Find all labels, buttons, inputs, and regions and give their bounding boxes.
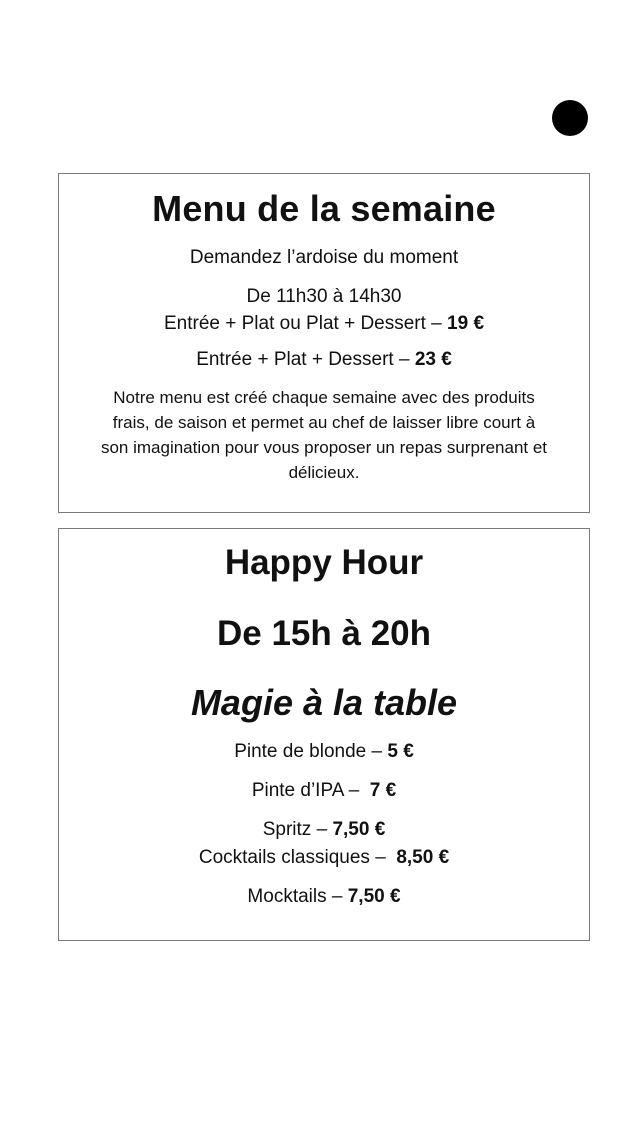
drink-label: Pinte d’IPA – [251,780,370,801]
drink-price: 7,50 € [332,819,386,840]
drink-item [59,847,589,869]
formula-label: Entrée + Plat + Dessert – [196,349,415,370]
formula-price: 19 € [447,313,485,334]
drink-item [59,819,589,841]
weekly-menu-subtitle: Demandez l’ardoise du moment [189,247,459,268]
drink-price: 7 € [369,780,397,801]
weekly-menu-hours: De 11h30 à 14h30 [246,286,402,307]
drink-label: Pinte de blonde – [234,741,388,762]
formula-entree-plat-dessert [59,349,589,371]
drink-price: 8,50 € [396,847,450,868]
happy-hour-card [58,528,590,941]
formula-price: 23 € [414,349,452,370]
drink-label: Cocktails classiques – [198,847,397,868]
magic-at-table: Magie à la table [190,682,458,723]
drink-item [59,886,589,908]
happy-hour-title: Happy Hour [224,543,424,582]
formula-label: Entrée + Plat ou Plat + Dessert – [163,313,448,334]
happy-hour-hours: De 15h à 20h [217,614,431,653]
drink-label: Spritz – [262,819,333,840]
weekly-menu-card [58,173,590,513]
drink-item [59,741,589,763]
formula-entree-plat-or-plat-dessert [59,313,589,335]
drink-item [59,780,589,802]
weekly-menu-title: Menu de la semaine [152,188,496,229]
drink-price: 7,50 € [347,886,401,907]
drink-label: Mocktails – [247,886,348,907]
drink-price: 5 € [387,741,414,762]
black-dot-icon [552,100,588,136]
weekly-menu-description: Notre menu est créé chaque semaine avec des produits frais, de saison et permet au chef de laisser libre court à son imagination pour vous proposer un repas surprenant et délicieux. [100,388,548,482]
